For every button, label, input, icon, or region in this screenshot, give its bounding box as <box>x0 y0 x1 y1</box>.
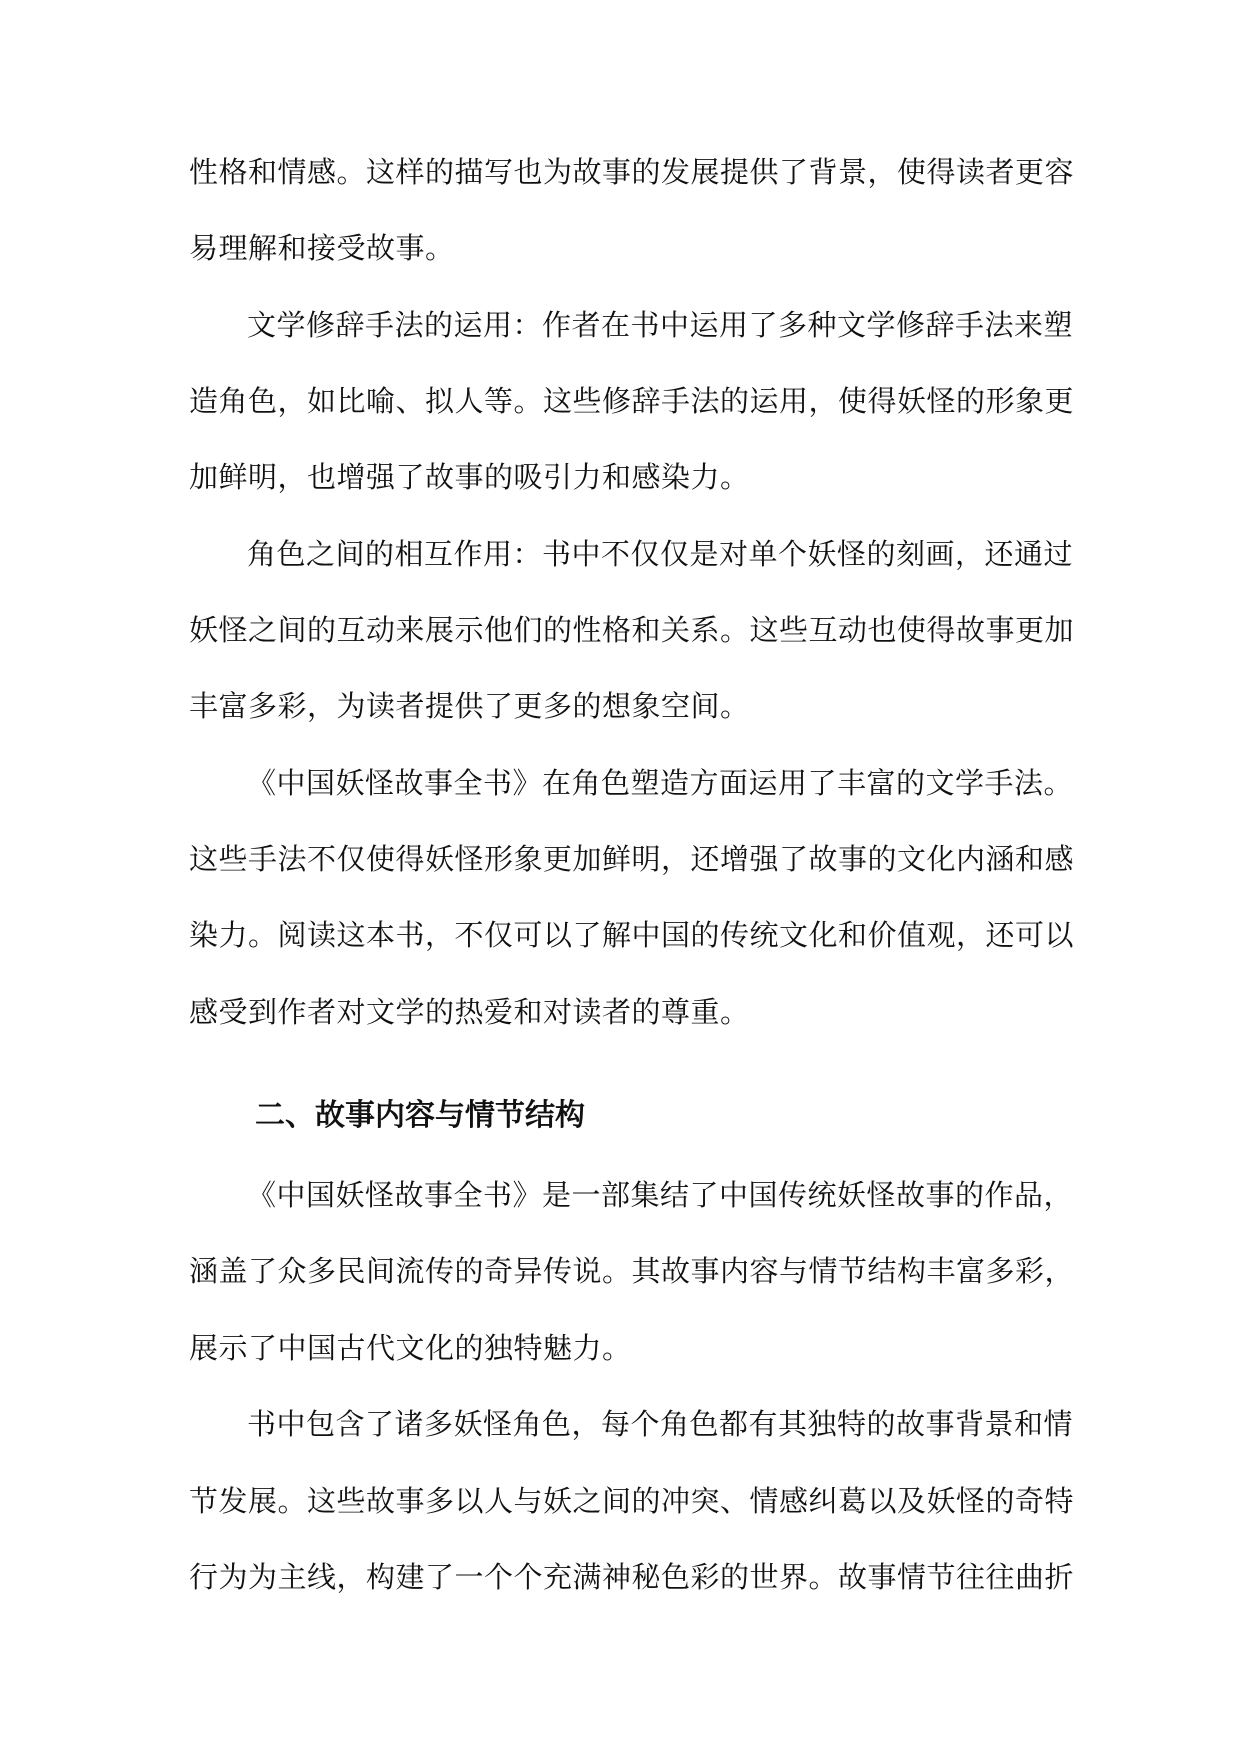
paragraph-1-line-2: 易理解和接受故事。 <box>189 231 455 265</box>
paragraph-5-line-1: 《中国妖怪故事全书》是一部集结了中国传统妖怪故事的作品， <box>247 1178 1074 1212</box>
paragraph-1-line-1: 性格和情感。这样的描写也为故事的发展提供了背景，使得读者更容 <box>189 155 1075 189</box>
paragraph-5-line-2: 涵盖了众多民间流传的奇异传说。其故事内容与情节结构丰富多彩， <box>189 1254 1075 1288</box>
paragraph-4-line-2: 这些手法不仅使得妖怪形象更加鲜明，还增强了故事的文化内涵和感 <box>189 842 1075 876</box>
paragraph-5-line-3: 展示了中国古代文化的独特魅力。 <box>189 1331 632 1365</box>
paragraph-6-line-2: 节发展。这些故事多以人与妖之间的冲突、情感纠葛以及妖怪的奇特 <box>189 1484 1075 1518</box>
paragraph-3-line-1: 角色之间的相互作用：书中不仅仅是对单个妖怪的刻画，还通过 <box>247 537 1074 571</box>
paragraph-6-line-3: 行为为主线，构建了一个个充满神秘色彩的世界。故事情节往往曲折 <box>189 1560 1075 1594</box>
paragraph-3-line-3: 丰富多彩，为读者提供了更多的想象空间。 <box>189 689 750 723</box>
section-heading: 二、故事内容与情节结构 <box>255 1098 585 1133</box>
paragraph-2-line-2: 造角色，如比喻、拟人等。这些修辞手法的运用，使得妖怪的形象更 <box>189 384 1075 418</box>
paragraph-4-line-4: 感受到作者对文学的热爱和对读者的尊重。 <box>189 995 750 1029</box>
paragraph-4-line-1: 《中国妖怪故事全书》在角色塑造方面运用了丰富的文学手法。 <box>247 766 1074 800</box>
paragraph-2-line-1: 文学修辞手法的运用：作者在书中运用了多种文学修辞手法来塑 <box>247 308 1074 342</box>
paragraph-2-line-3: 加鲜明，也增强了故事的吸引力和感染力。 <box>189 460 750 494</box>
paragraph-3-line-2: 妖怪之间的互动来展示他们的性格和关系。这些互动也使得故事更加 <box>189 613 1075 647</box>
paragraph-6-line-1: 书中包含了诸多妖怪角色，每个角色都有其独特的故事背景和情 <box>247 1407 1074 1441</box>
paragraph-4-line-3: 染力。阅读这本书，不仅可以了解中国的传统文化和价值观，还可以 <box>189 918 1075 952</box>
